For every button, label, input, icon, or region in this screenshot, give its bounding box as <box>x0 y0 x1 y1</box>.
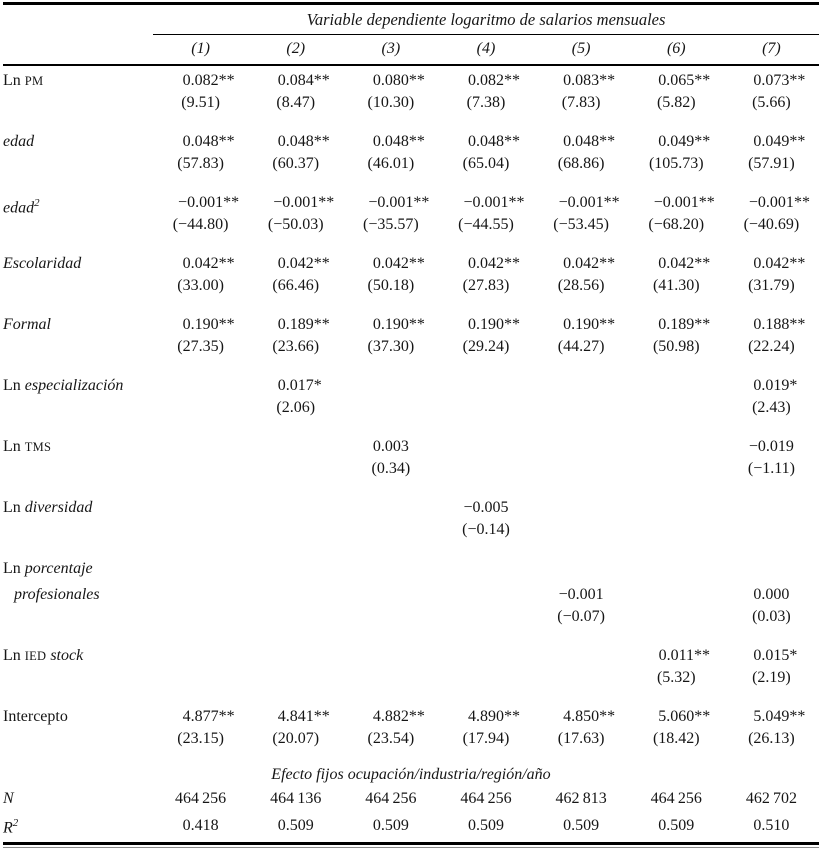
regression-table-head <box>3 5 819 65</box>
coefficient-cell: 0.011** <box>658 647 710 664</box>
tstat-cell: (18.42) <box>652 730 700 747</box>
tstat-cell <box>534 397 629 432</box>
tstat-cell <box>248 458 343 493</box>
r2-value: 0.509 <box>277 816 314 834</box>
coef-value: 0.065 <box>658 72 695 89</box>
tstat-cell: (66.46) <box>272 277 320 294</box>
r2-value: 0.509 <box>563 816 600 834</box>
coefficient-cell: 0.080** <box>372 72 425 89</box>
row-label: N <box>3 790 14 807</box>
column-header: (1) <box>153 35 248 66</box>
tstat-cell: (31.79) <box>748 277 795 294</box>
coef-value: 0.189 <box>658 316 695 333</box>
tstat-cell: (26.13) <box>748 730 795 747</box>
coefficient-cell: 0.084** <box>277 72 330 89</box>
coefficient-cell <box>343 371 438 397</box>
table-row <box>3 641 819 667</box>
label-segment: PM <box>24 74 44 88</box>
coefficient-cell: 0.065** <box>658 72 711 89</box>
label-segment: porcentaje <box>24 560 93 577</box>
coefficient-cell: 0.048** <box>182 133 235 150</box>
coef-value: 0.189 <box>277 316 314 333</box>
table-row <box>3 249 819 275</box>
n-value: 464 256 <box>174 790 227 807</box>
table-row <box>3 65 819 92</box>
coef-value: 0.042 <box>753 255 790 272</box>
coef-value: 0.042 <box>658 255 695 272</box>
tstat-cell: (68.86) <box>557 155 605 172</box>
coefficient-cell: 0.190** <box>372 316 425 333</box>
coefficient-cell: 0.048** <box>467 133 520 150</box>
column-header: (3) <box>343 35 438 66</box>
n-value: 464 256 <box>650 790 702 807</box>
regression-table <box>3 5 819 840</box>
coefficient-cell <box>248 580 343 606</box>
coef-value: 4.890 <box>467 708 504 725</box>
coefficient-cell: 5.049** <box>753 708 806 725</box>
tstat-cell: (0.34) <box>371 460 411 477</box>
coef-value: 0.188 <box>753 316 790 333</box>
coef-value: 0.082 <box>182 72 219 89</box>
label-segment: Ln <box>3 72 25 89</box>
coefficient-cell: −0.001** <box>368 194 430 211</box>
tstat-cell <box>724 519 819 554</box>
coefficient-cell: 0.048** <box>277 133 330 150</box>
label-segment: Ln <box>3 499 25 516</box>
column-header-row <box>3 35 819 66</box>
label-segment: Intercepto <box>3 708 68 725</box>
label-segment: edad <box>3 199 35 217</box>
coefficient-cell: −0.001** <box>558 194 620 211</box>
tstat-cell: (23.15) <box>177 730 224 747</box>
coef-value: 0.080 <box>372 72 409 89</box>
coefficient-cell: 0.049** <box>753 133 806 150</box>
tstat-cell: (33.00) <box>177 277 224 294</box>
row-label <box>3 493 153 554</box>
column-header: (2) <box>248 35 343 66</box>
coefficient-cell <box>629 493 724 519</box>
coefficient-cell <box>438 641 533 667</box>
coef-value: 0.003 <box>372 438 409 455</box>
table-row <box>3 554 819 580</box>
coefficient-cell: 0.190** <box>182 316 235 333</box>
coef-value: 0.083 <box>563 72 600 89</box>
coefficient-cell <box>153 371 248 397</box>
label-segment: 2 <box>34 197 40 209</box>
tstat-cell: (7.83) <box>561 94 601 111</box>
tstat-cell <box>534 458 629 493</box>
tstat-cell <box>629 458 724 493</box>
r2-value: 0.509 <box>467 816 504 834</box>
coef-value: 0.190 <box>372 316 409 333</box>
tstat-cell: (9.51) <box>181 94 220 111</box>
coefficient-cell: 0.189** <box>277 316 330 333</box>
coefficient-cell <box>343 580 438 606</box>
tstat-cell <box>629 397 724 432</box>
coef-value: 0.042 <box>467 255 504 272</box>
row-label <box>3 188 153 249</box>
tstat-cell: (57.83) <box>177 155 224 172</box>
coefficient-cell <box>153 493 248 519</box>
r2-value: 0.509 <box>372 816 409 834</box>
tstat-cell: (10.30) <box>367 94 415 111</box>
coef-value: 4.850 <box>563 708 600 725</box>
coefficient-cell: 0.042** <box>182 255 235 272</box>
label-segment: Ln <box>3 438 25 455</box>
coefficient-cell: 4.877** <box>182 708 235 725</box>
tstat-cell: (29.24) <box>462 338 510 355</box>
coef-value: 0.000 <box>753 586 790 603</box>
coef-value: −0.001 <box>653 194 699 211</box>
tstat-cell: (−53.45) <box>553 216 609 233</box>
tstat-cell: (28.56) <box>557 277 605 294</box>
label-segment: TMS <box>24 440 52 454</box>
coefficient-cell <box>534 580 629 606</box>
coefficient-cell <box>534 371 629 397</box>
coef-value: 0.048 <box>372 133 409 150</box>
tstat-cell <box>153 667 248 702</box>
row-label <box>3 432 153 493</box>
tstat-cell: (50.98) <box>652 338 700 355</box>
coef-value: 5.060 <box>658 708 695 725</box>
tstat-cell: (7.38) <box>466 94 506 111</box>
coefficient-cell <box>629 371 724 397</box>
label-segment: IED <box>24 649 47 663</box>
coef-value: 0.048 <box>277 133 314 150</box>
column-header: (4) <box>438 35 533 66</box>
coefficient-cell <box>438 580 533 606</box>
column-header: (6) <box>629 35 724 66</box>
tstat-cell: (22.24) <box>748 338 795 355</box>
coefficient-cell: 0.017* <box>277 377 322 394</box>
coef-value: 0.042 <box>182 255 219 272</box>
coefficient-cell: 4.890** <box>467 708 520 725</box>
tstat-cell <box>629 519 724 554</box>
fixed-effects-note: Efecto fijos ocupación/industria/región/año <box>271 766 551 783</box>
label-segment: 2 <box>12 817 19 829</box>
title-row <box>3 5 819 35</box>
coefficient-cell: 0.188** <box>753 316 806 333</box>
tstat-cell: (60.37) <box>272 155 320 172</box>
coef-value: 0.084 <box>277 72 314 89</box>
label-segment: Escolaridad <box>3 255 82 272</box>
tstat-cell: (−0.07) <box>557 608 605 625</box>
coefficient-cell: 4.882** <box>372 708 425 725</box>
coefficient-cell <box>724 580 819 606</box>
coefficient-cell: 0.019* <box>753 377 798 394</box>
coefficient-cell <box>343 432 438 458</box>
tstat-cell <box>343 606 438 641</box>
coef-value: −0.001 <box>558 194 604 211</box>
row-label <box>3 249 153 310</box>
coefficient-cell: 0.048** <box>563 133 616 150</box>
tstat-cell: (5.32) <box>656 669 696 686</box>
table-title: Variable dependiente logaritmo de salarios mensuales <box>153 5 819 35</box>
coefficient-cell: 0.083** <box>563 72 616 89</box>
coef-value: 0.190 <box>563 316 600 333</box>
tstat-cell: (41.30) <box>652 277 700 294</box>
coefficient-cell <box>629 580 724 606</box>
coefficient-cell <box>248 432 343 458</box>
coefficient-cell: 0.189** <box>658 316 711 333</box>
row-label <box>3 641 153 702</box>
tstat-cell: (−68.20) <box>648 216 705 233</box>
tstat-cell <box>438 667 533 702</box>
table-row <box>3 493 819 519</box>
coef-value: 0.042 <box>277 255 314 272</box>
row-label <box>3 580 153 641</box>
table-row <box>3 702 819 728</box>
tstat-cell: (20.07) <box>272 730 320 747</box>
coef-value: 0.019 <box>753 377 790 394</box>
coef-value: 0.049 <box>753 133 790 150</box>
label-segment: diversidad <box>24 499 93 516</box>
row-label <box>3 811 153 840</box>
tstat-cell: (44.27) <box>557 338 605 355</box>
tstat-cell: (50.18) <box>367 277 415 294</box>
tstat-cell <box>248 606 343 641</box>
coefficient-cell: 0.190** <box>467 316 520 333</box>
coef-value: 0.082 <box>467 72 504 89</box>
coefficient-cell <box>248 493 343 519</box>
coefficient-cell <box>724 432 819 458</box>
coefficient-cell <box>343 641 438 667</box>
coef-value: 0.048 <box>467 133 504 150</box>
tstat-cell: (2.19) <box>752 669 791 686</box>
empty-cell <box>153 554 819 580</box>
tstat-cell: (5.82) <box>656 94 696 111</box>
tstat-cell: (0.03) <box>752 608 791 625</box>
coef-value: 0.073 <box>753 72 790 89</box>
observations-row <box>3 787 819 811</box>
label-segment: stock <box>46 647 84 664</box>
tstat-cell <box>343 519 438 554</box>
r2-value: 0.418 <box>182 816 219 834</box>
tstat-cell <box>343 667 438 702</box>
label-segment: edad <box>3 133 35 150</box>
tstat-cell: (23.54) <box>367 730 415 747</box>
coefficient-cell <box>534 432 629 458</box>
tstat-cell <box>534 519 629 554</box>
label-segment: Ln <box>3 560 25 577</box>
tstat-cell: (65.04) <box>462 155 510 172</box>
coef-value: 0.190 <box>182 316 219 333</box>
coef-value: 0.048 <box>563 133 600 150</box>
coef-value: −0.001 <box>273 194 319 211</box>
coefficient-cell: 0.042** <box>563 255 616 272</box>
coef-value: 5.049 <box>753 708 790 725</box>
coef-value: −0.001 <box>368 194 414 211</box>
coef-value: −0.019 <box>748 438 794 455</box>
coefficient-cell: 0.190** <box>563 316 616 333</box>
n-value: 464 256 <box>365 790 417 807</box>
coefficient-cell <box>534 493 629 519</box>
coefficient-cell: −0.001** <box>748 194 810 211</box>
tstat-cell: (−40.69) <box>743 216 800 233</box>
tstat-cell <box>438 606 533 641</box>
table-row <box>3 310 819 336</box>
tstat-cell: (27.83) <box>462 277 510 294</box>
coefficient-cell: 0.042** <box>372 255 425 272</box>
tstat-cell <box>153 606 248 641</box>
coef-value: 0.015 <box>753 647 790 664</box>
coef-value: −0.001 <box>178 194 224 211</box>
coefficient-cell <box>248 641 343 667</box>
tstat-cell <box>153 397 248 432</box>
tstat-cell: (−44.55) <box>458 216 514 233</box>
n-value: 462 813 <box>555 790 607 807</box>
coefficient-cell: 0.082** <box>182 72 235 89</box>
tstat-cell <box>248 519 343 554</box>
label-segment: Ln <box>3 377 25 394</box>
tstat-cell: (46.01) <box>367 155 415 172</box>
coef-value: −0.001 <box>463 194 509 211</box>
label-segment: R <box>3 819 13 837</box>
n-value: 462 702 <box>745 790 798 807</box>
tstat-cell: (105.73) <box>648 155 704 172</box>
label-segment: profesionales <box>14 586 100 603</box>
row-label <box>3 554 153 580</box>
tstat-cell: (−35.57) <box>363 216 419 233</box>
column-header-spacer <box>3 35 153 66</box>
coefficient-cell: 4.841** <box>277 708 330 725</box>
coefficient-cell: 0.049** <box>658 133 711 150</box>
regression-table-body <box>3 65 819 763</box>
coefficient-cell: 5.060** <box>658 708 711 725</box>
coef-value: −0.001 <box>748 194 794 211</box>
tstat-cell: (−0.14) <box>462 521 510 538</box>
coef-value: 4.841 <box>277 708 314 725</box>
coef-value: 0.017 <box>277 377 314 394</box>
tstat-cell: (57.91) <box>748 155 795 172</box>
coefficient-cell: 4.850** <box>563 708 616 725</box>
tstat-cell: (2.06) <box>276 399 316 416</box>
table-row <box>3 188 819 214</box>
coefficient-cell <box>343 493 438 519</box>
fixed-effects-row <box>3 763 819 787</box>
coef-value: −0.005 <box>463 499 509 516</box>
tstat-cell <box>343 397 438 432</box>
table-row <box>3 371 819 397</box>
coefficient-cell <box>153 432 248 458</box>
row-label <box>3 65 153 127</box>
r-squared-row <box>3 811 819 840</box>
row-label <box>3 127 153 188</box>
tstat-cell: (37.30) <box>367 338 415 355</box>
coef-value: 0.042 <box>563 255 600 272</box>
coef-value: 4.877 <box>182 708 219 725</box>
coefficient-cell <box>438 493 533 519</box>
tstat-cell: (17.63) <box>557 730 605 747</box>
tstat-cell <box>248 667 343 702</box>
tstat-cell <box>534 667 629 702</box>
tstat-cell: (−1.11) <box>747 460 795 477</box>
r2-value: 0.509 <box>658 816 695 834</box>
coef-value: 0.190 <box>467 316 504 333</box>
tstat-cell: (2.43) <box>752 399 791 416</box>
table-row <box>3 580 819 606</box>
coef-value: 0.042 <box>372 255 409 272</box>
coefficient-cell: 0.042** <box>753 255 806 272</box>
coefficient-cell <box>438 432 533 458</box>
coefficient-cell: 0.042** <box>658 255 711 272</box>
coefficient-cell: 0.015* <box>753 647 798 664</box>
coef-value: 0.011 <box>658 647 694 664</box>
table-row <box>3 127 819 153</box>
row-label <box>3 371 153 432</box>
coefficient-cell <box>534 641 629 667</box>
tstat-cell <box>153 519 248 554</box>
coefficient-cell: 0.082** <box>467 72 520 89</box>
n-value: 464 256 <box>460 790 512 807</box>
coef-value: 0.048 <box>182 133 219 150</box>
coefficient-cell <box>724 493 819 519</box>
column-header: (7) <box>724 35 819 66</box>
tstat-cell <box>438 458 533 493</box>
tstat-cell: (27.35) <box>177 338 224 355</box>
coefficient-cell: 0.042** <box>467 255 520 272</box>
tstat-cell: (−44.80) <box>172 216 229 233</box>
coefficient-cell: −0.001** <box>178 194 240 211</box>
tstat-cell: (8.47) <box>276 94 316 111</box>
column-header: (5) <box>534 35 629 66</box>
row-label <box>3 702 153 763</box>
n-value: 464 136 <box>270 790 322 807</box>
coefficient-cell <box>153 641 248 667</box>
regression-table-wrapper <box>3 2 819 840</box>
tstat-cell <box>629 606 724 641</box>
tstat-cell: (17.94) <box>462 730 510 747</box>
coefficient-cell: −0.001** <box>273 194 335 211</box>
coef-value: 0.049 <box>658 133 695 150</box>
tstat-cell: (23.66) <box>272 338 320 355</box>
tstat-cell: (5.66) <box>752 94 791 111</box>
coefficient-cell: 0.042** <box>277 255 330 272</box>
coef-value: −0.001 <box>558 586 604 603</box>
label-segment: especialización <box>24 377 124 394</box>
coefficient-cell <box>438 371 533 397</box>
tstat-cell <box>153 458 248 493</box>
r2-value: 0.510 <box>753 816 790 834</box>
tstat-cell <box>438 397 533 432</box>
label-segment: Formal <box>3 316 51 333</box>
coefficient-cell: 0.048** <box>372 133 425 150</box>
label-segment: Ln <box>3 647 25 664</box>
coefficient-cell: −0.001** <box>653 194 715 211</box>
coefficient-cell <box>153 580 248 606</box>
coefficient-cell: −0.001** <box>463 194 525 211</box>
table-row <box>3 432 819 458</box>
title-spacer <box>3 5 153 35</box>
coefficient-cell: 0.073** <box>753 72 806 89</box>
tstat-cell: (−50.03) <box>267 216 324 233</box>
row-label <box>3 310 153 371</box>
bottom-rule <box>3 842 819 848</box>
coef-value: 4.882 <box>372 708 409 725</box>
coefficient-cell <box>629 432 724 458</box>
